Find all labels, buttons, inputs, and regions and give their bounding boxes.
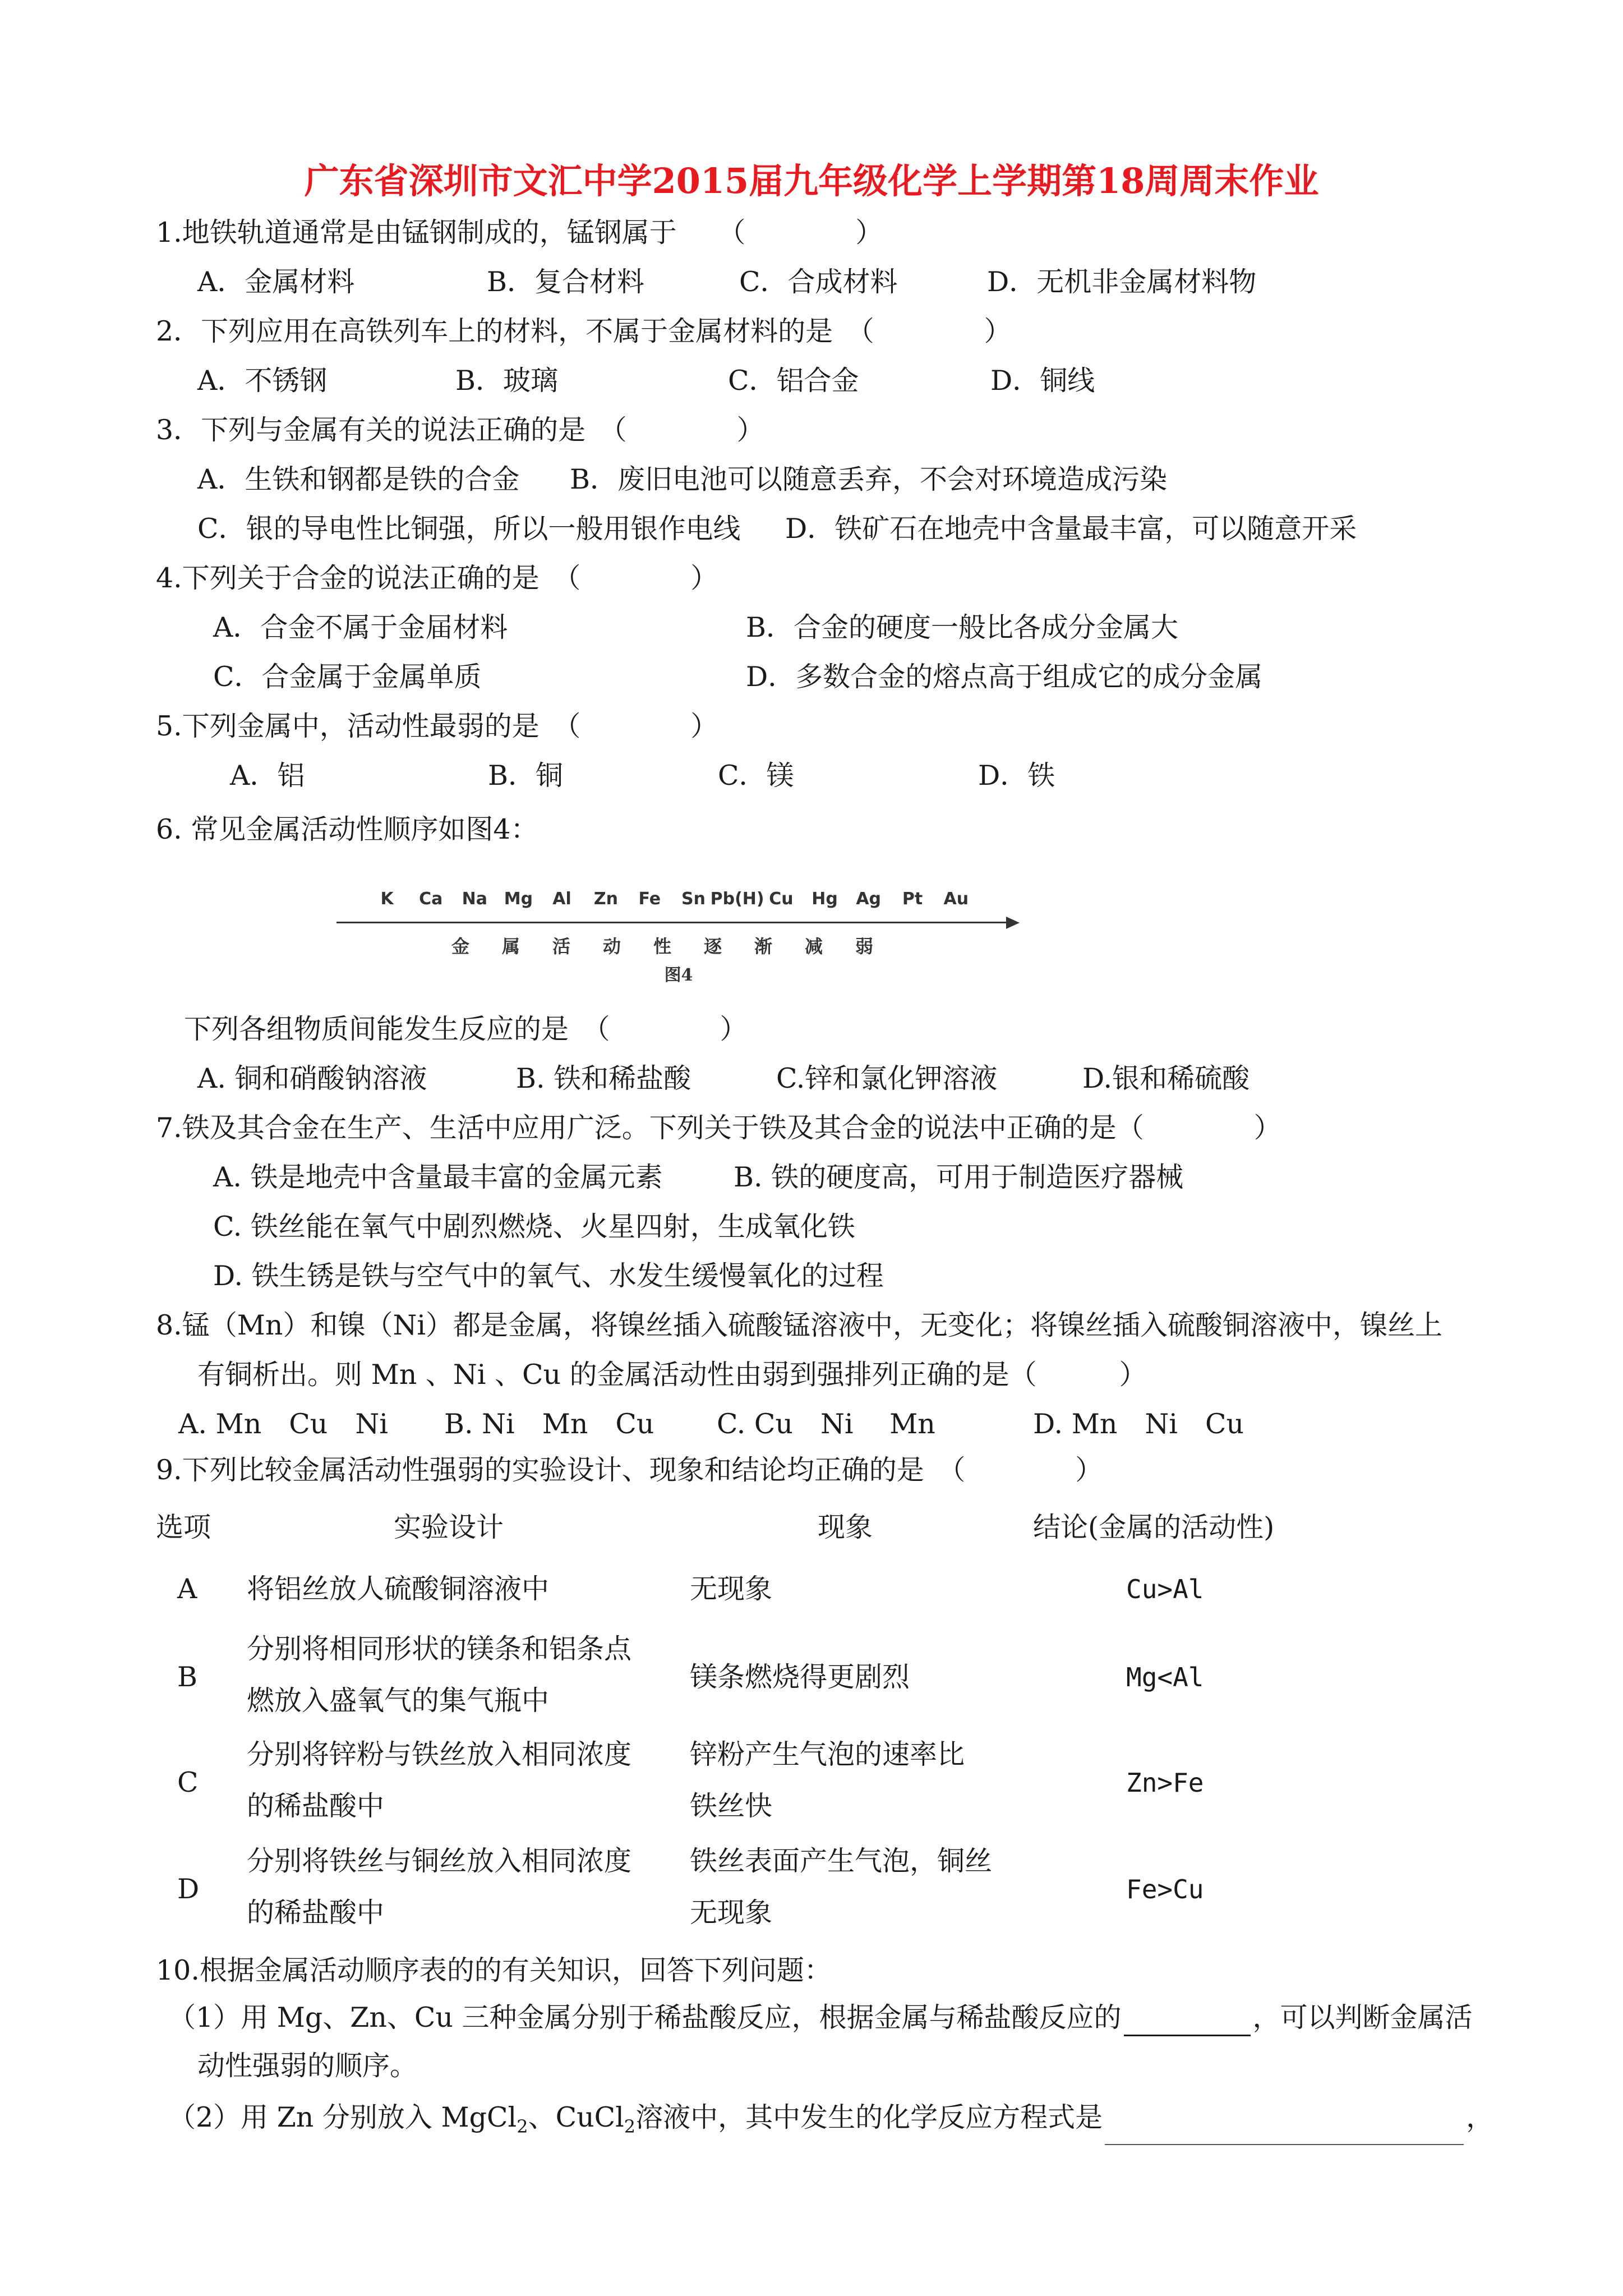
- q10-part2-subscript-2: 2: [624, 2115, 636, 2137]
- q9-row-b-design-2: 燃放入盛氧气的集气瓶中: [247, 1685, 550, 1717]
- q6-option-d: D.银和稀硫酸: [1082, 1062, 1250, 1094]
- activity-arrow-line: [336, 922, 1009, 923]
- q9-row-b-conclusion: Mg<Al: [1126, 1662, 1204, 1692]
- q10-part2-text-d: ，: [1466, 2101, 1494, 2133]
- q8-option-c: C. Cu Ni Mn: [717, 1408, 935, 1440]
- q2-option-d: D．铜线: [990, 365, 1095, 397]
- q9-row-c-conclusion: Zn>Fe: [1126, 1768, 1204, 1798]
- q9-row-a-design: 将铝丝放人硫酸铜溶液中: [247, 1573, 550, 1605]
- q9-row-d-option: D: [177, 1873, 200, 1905]
- q10-part2-answer-blank[interactable]: [1105, 2115, 1464, 2145]
- q9-header-conclusion: 结论(金属的活动性): [1033, 1511, 1275, 1543]
- metal-symbol: K: [380, 889, 394, 909]
- q9-header-design: 实验设计: [394, 1511, 504, 1543]
- metal-symbol: Sn: [681, 889, 706, 909]
- q10-stem: 10.根据金属活动顺序表的的有关知识，回答下列问题：: [156, 1954, 832, 1986]
- q6-option-a: A. 铜和硝酸钠溶液: [197, 1062, 427, 1094]
- q2-option-c: C．铝合金: [728, 365, 859, 397]
- q5-option-b: B．铜: [488, 760, 564, 792]
- q8-option-b: B. Ni Mn Cu: [444, 1408, 654, 1440]
- q7-option-c: C. 铁丝能在氧气中剧烈燃烧、火星四射，生成氧化铁: [213, 1211, 855, 1243]
- q9-row-b-design-1: 分别将相同形状的镁条和铝条点: [247, 1633, 632, 1665]
- metal-symbol: Cu: [769, 889, 794, 909]
- q9-row-c-design-1: 分别将锌粉与铁丝放入相同浓度: [247, 1738, 632, 1770]
- q9-header-phenomenon: 现象: [818, 1511, 873, 1543]
- q9-row-a-conclusion: Cu>Al: [1126, 1574, 1204, 1604]
- q9-stem: 9.下列比较金属活动性强弱的实验设计、现象和结论均正确的是 （ ）: [156, 1454, 1103, 1486]
- q9-row-c-phenomenon-2: 铁丝快: [690, 1790, 773, 1822]
- metal-symbol: Al: [552, 889, 571, 909]
- q8-stem-continued: 有铜析出。则 Mn 、Ni 、Cu 的金属活动性由弱到强排列正确的是（ ）: [197, 1359, 1147, 1391]
- q9-header-option: 选项: [156, 1511, 211, 1543]
- page-title: 广东省深圳市文汇中学2015届九年级化学上学期第18周周末作业: [304, 160, 1319, 201]
- q10-part2-text-a: （2）用 Zn 分别放入 MgCl: [168, 2101, 517, 2133]
- q1-option-b: B．复合材料: [487, 266, 645, 298]
- q2-option-a: A．不锈钢: [197, 365, 328, 397]
- activity-series-figure: [331, 878, 1026, 990]
- q1-option-c: C．合成材料: [739, 266, 898, 298]
- q4-option-c: C．合金属于金属单质: [213, 661, 482, 693]
- q9-row-c-design-2: 的稀盐酸中: [247, 1790, 385, 1822]
- q10-part1-line: [168, 1999, 1473, 2036]
- q3-option-d: D．铁矿石在地壳中含量最丰富，可以随意开采: [785, 513, 1357, 545]
- q9-row-c-option: C: [177, 1766, 199, 1798]
- q10-part2-subscript-1: 2: [517, 2115, 528, 2137]
- q9-row-d-conclusion: Fe>Cu: [1126, 1874, 1204, 1904]
- metal-symbol: Zn: [593, 889, 618, 909]
- metal-symbol: Mg: [504, 889, 533, 909]
- metal-symbol: Hg: [811, 889, 838, 909]
- figure-label: 图4: [664, 965, 693, 985]
- q8-option-a: A. Mn Cu Ni: [178, 1408, 388, 1440]
- q8-stem: 8.锰（Mn）和镍（Ni）都是金属，将镍丝插入硫酸锰溶液中，无变化；将镍丝插入硫酸铜溶液中，镍丝上: [156, 1309, 1443, 1341]
- q6-option-c: C.锌和氯化钾溶液: [776, 1062, 998, 1094]
- q1-option-d: D．无机非金属材料物: [987, 266, 1257, 298]
- metal-symbol: Ag: [856, 889, 882, 909]
- q5-stem: 5.下列金属中，活动性最弱的是 （ ）: [156, 710, 718, 742]
- q9-row-d-design-2: 的稀盐酸中: [247, 1897, 385, 1929]
- activity-caption: 金属活动性逐渐减弱: [451, 936, 906, 957]
- metal-symbol: Na: [462, 889, 487, 909]
- q9-row-d-design-1: 分别将铁丝与铜丝放入相同浓度: [247, 1845, 632, 1877]
- metal-symbol: Fe: [638, 889, 661, 909]
- q3-option-a: A．生铁和钢都是铁的合金: [197, 463, 520, 495]
- metal-symbol: Au: [943, 889, 969, 909]
- q9-row-a-option: A: [177, 1573, 197, 1605]
- q10-part1-text-a: （1）用 Mg、Zn、Cu 三种金属分别于稀盐酸反应，根据金属与稀盐酸反应的: [168, 2001, 1122, 2033]
- q1-stem: 1.地铁轨道通常是由锰钢制成的，锰钢属于 （ ）: [156, 217, 883, 249]
- q1-option-a: A．金属材料: [197, 266, 355, 298]
- q3-stem: 3．下列与金属有关的说法正确的是 （ ）: [156, 414, 764, 446]
- arrow-head-icon: [1006, 917, 1020, 929]
- q4-option-a: A．合金不属于金届材料: [213, 611, 508, 643]
- metal-symbol: Pb(H): [710, 889, 764, 909]
- q10-part1-text-b: ，可以判断金属活: [1252, 2001, 1473, 2033]
- q10-part1-text-c: 动性强弱的顺序。: [197, 2050, 418, 2082]
- q10-part2-text-b: 、CuCl: [528, 2101, 624, 2133]
- q10-part2-text-c: 溶液中，其中发生的化学反应方程式是: [635, 2101, 1103, 2133]
- q5-option-a: A．铝: [230, 760, 305, 792]
- q10-part2-line: [168, 2099, 1493, 2145]
- metal-symbol: Ca: [419, 889, 443, 909]
- q6-stem: 6. 常见金属活动性顺序如图4：: [156, 813, 538, 845]
- q9-row-d-phenomenon-1: 铁丝表面产生气泡，铜丝: [690, 1845, 993, 1877]
- q2-option-b: B．玻璃: [455, 365, 559, 397]
- q3-option-b: B．废旧电池可以随意丢弃，不会对环境造成污染: [570, 463, 1168, 495]
- metal-symbol: Pt: [902, 889, 923, 909]
- q4-stem: 4.下列关于合金的说法正确的是 （ ）: [156, 562, 718, 594]
- q7-stem: 7.铁及其合金在生产、生活中应用广泛。下列关于铁及其合金的说法中正确的是（ ）: [156, 1112, 1281, 1144]
- q6-option-b: B. 铁和稀盐酸: [516, 1062, 691, 1094]
- q8-option-d: D. Mn Ni Cu: [1033, 1408, 1244, 1440]
- q9-row-a-phenomenon: 无现象: [690, 1573, 773, 1605]
- q3-option-c: C．银的导电性比铜强，所以一般用银作电线: [197, 513, 741, 545]
- q9-row-b-option: B: [177, 1661, 198, 1693]
- q5-option-c: C．镁: [718, 760, 794, 792]
- q7-option-b: B. 铁的硬度高，可用于制造医疗器械: [734, 1161, 1184, 1193]
- q4-option-b: B．合金的硬度一般比各成分金属大: [746, 611, 1179, 643]
- q9-row-c-phenomenon-1: 锌粉产生气泡的速率比: [690, 1738, 965, 1770]
- q7-option-a: A. 铁是地壳中含量最丰富的金属元素: [213, 1161, 663, 1193]
- q10-part1-answer-blank[interactable]: [1124, 2005, 1251, 2036]
- q4-option-d: D．多数合金的熔点高于组成它的成分金属: [746, 661, 1263, 693]
- q2-stem: 2．下列应用在高铁列车上的材料，不属于金属材料的是 （ ）: [156, 315, 1012, 347]
- q7-option-d: D. 铁生锈是铁与空气中的氧气、水发生缓慢氧化的过程: [213, 1260, 884, 1292]
- q6-sub-stem: 下列各组物质间能发生反应的是 （ ）: [184, 1013, 748, 1045]
- q9-row-b-phenomenon: 镁条燃烧得更剧烈: [690, 1661, 910, 1693]
- q9-row-d-phenomenon-2: 无现象: [690, 1897, 773, 1929]
- q5-option-d: D．铁: [978, 760, 1055, 792]
